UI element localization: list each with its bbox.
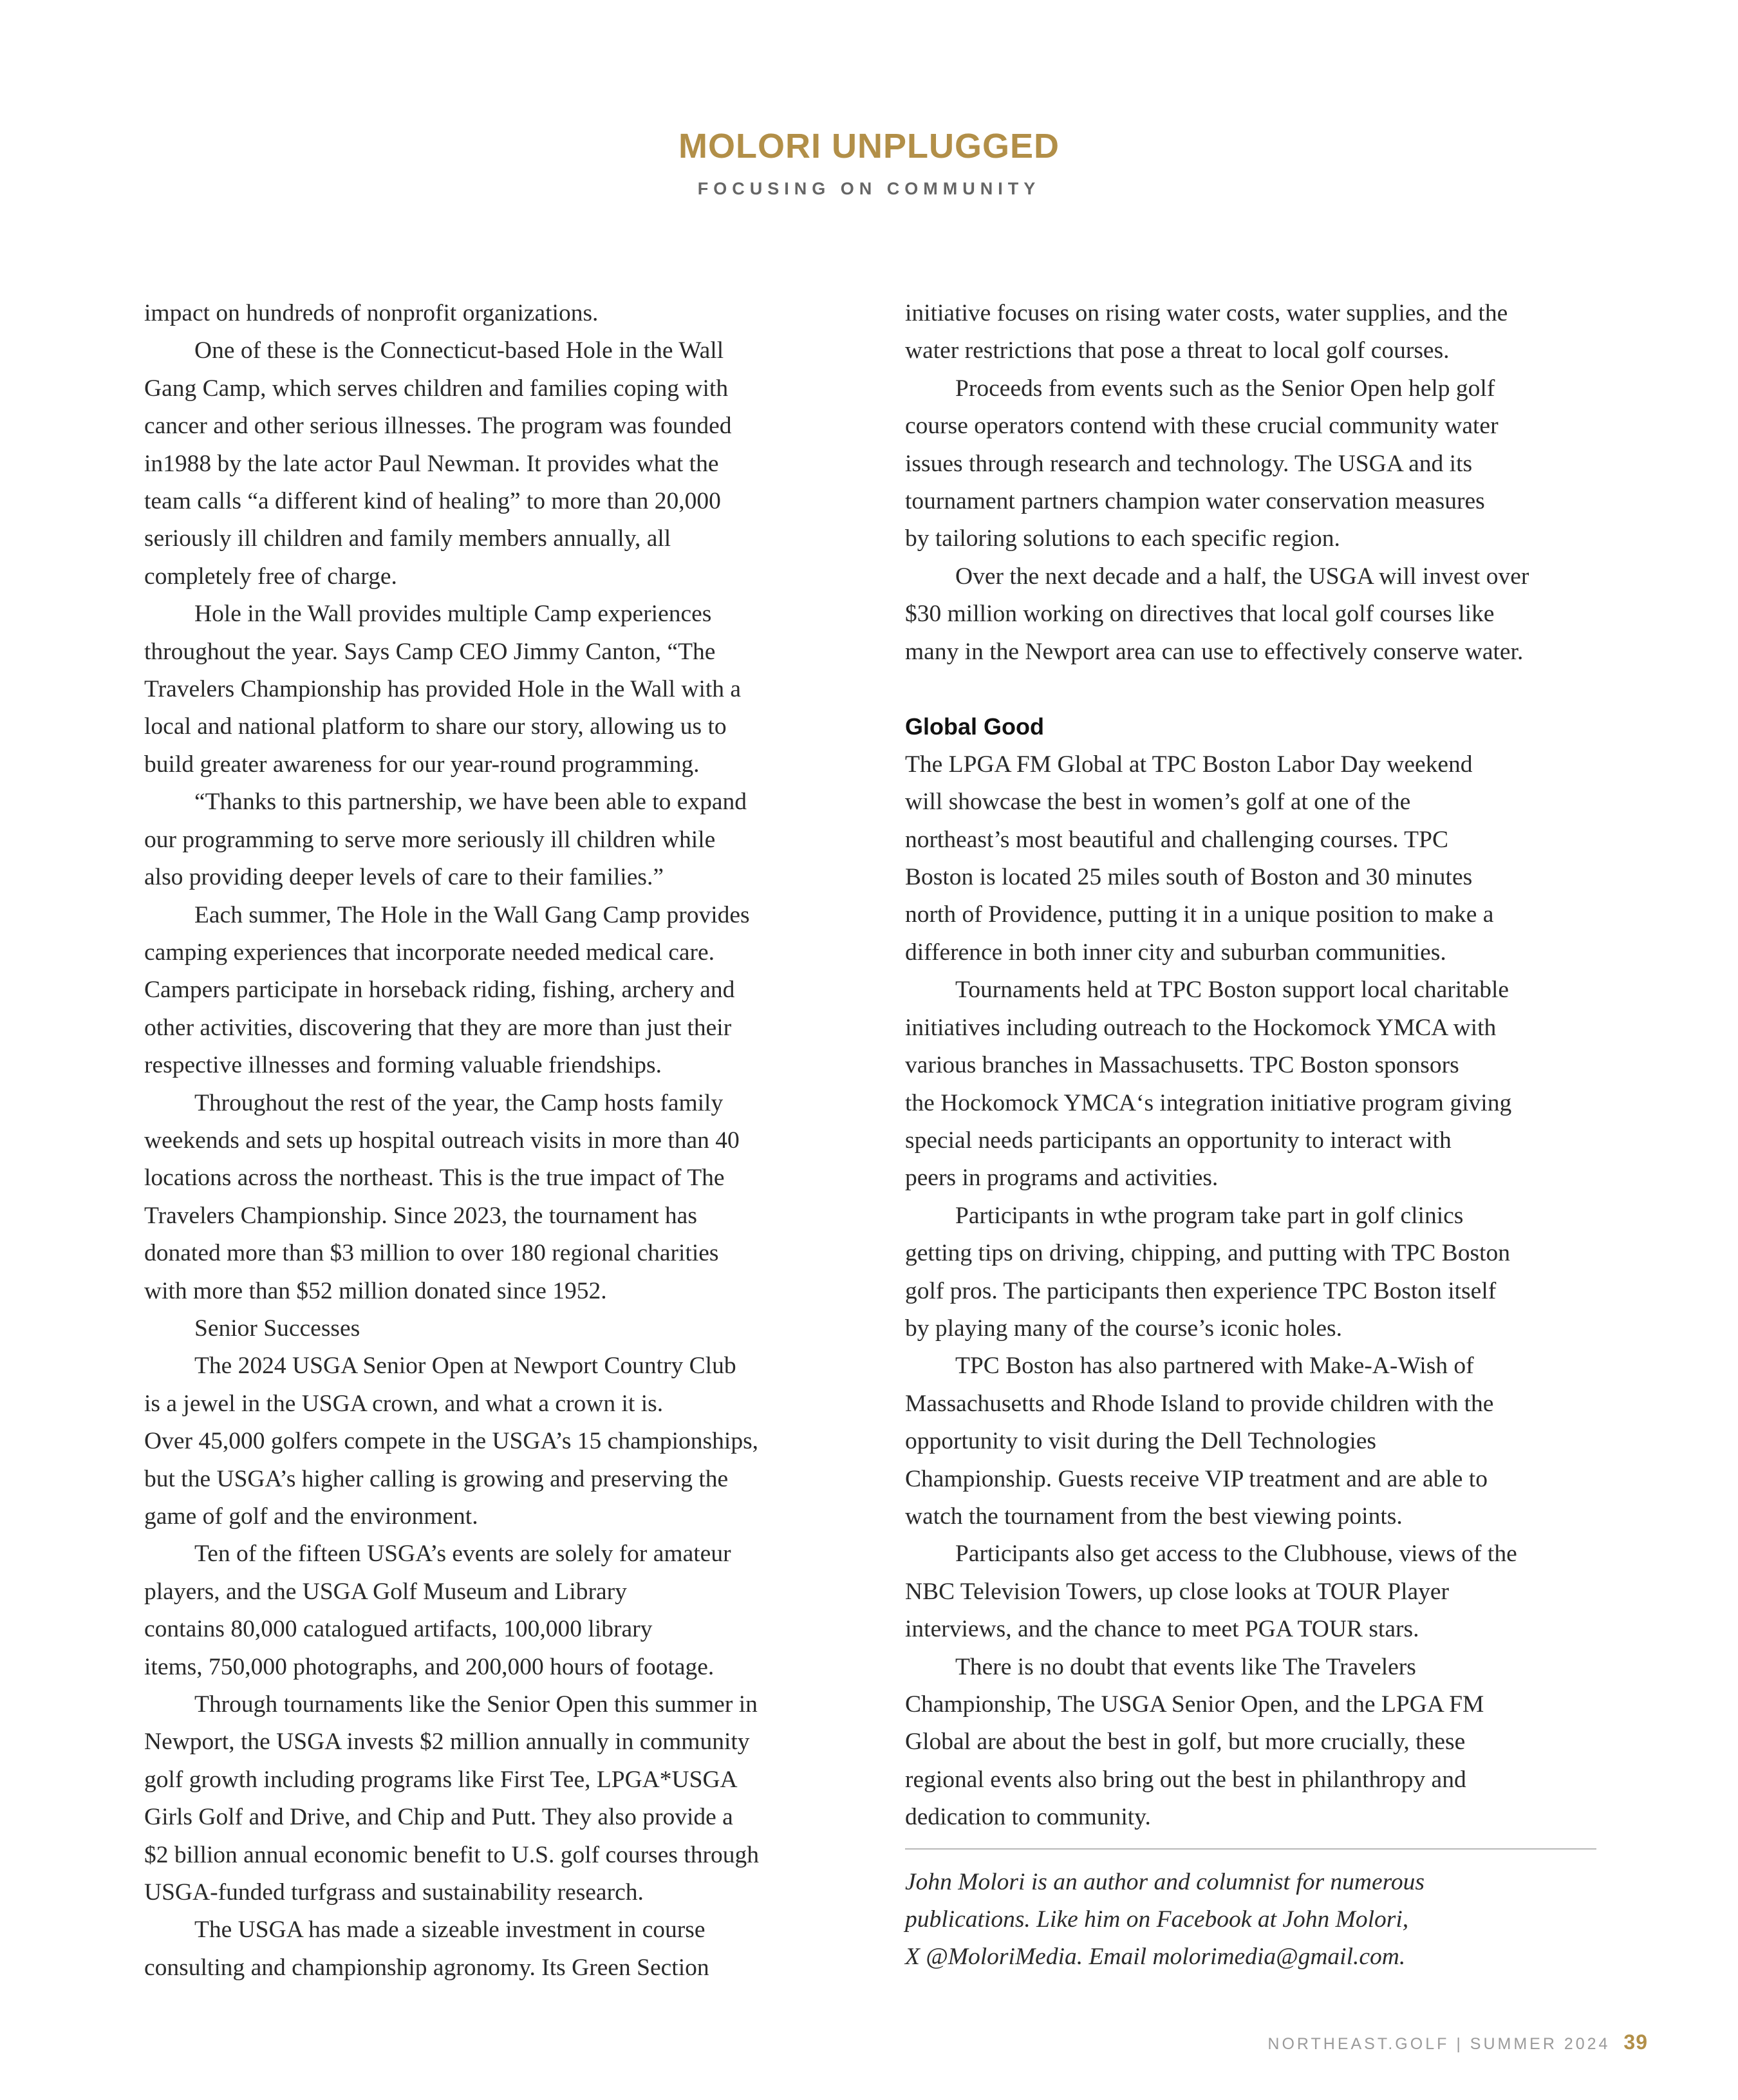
text-line: in1988 by the late actor Paul Newman. It provides what the [144,450,719,477]
text-line: NBC Television Towers, up close looks at TOUR Player [905,1578,1450,1605]
text-line: $2 billion annual economic benefit to U.S. golf courses through [144,1841,760,1868]
left-column [144,295,839,1987]
text-line: The USGA has made a sizeable investment in course [194,1917,705,1944]
footer-publication: NORTHEAST.GOLF [1267,2035,1450,2053]
text-line: throughout the year. Says Camp CEO Jimmy Canton, “The [144,638,716,665]
text-line: Proceeds from events such as the Senior Open help golf [955,375,1495,402]
section-subtitle: FOCUSING ON COMMUNITY [697,179,1041,198]
text-line: Global are about the best in golf, but more crucially, these [905,1729,1466,1756]
text-line: is a jewel in the USGA crown, and what a crown it is. [144,1390,664,1417]
text-line: The 2024 USGA Senior Open at Newport Country Club [194,1353,736,1380]
footer-issue: SUMMER 2024 [1470,2035,1611,2053]
text-line: our programming to serve more seriously ill children while [144,826,716,853]
text-line: Over the next decade and a half, the USGA will invest over [955,563,1529,590]
text-line: Campers participate in horseback riding, fishing, archery and [144,977,735,1004]
text-line: local and national platform to share our story, allowing us to [144,713,727,740]
text-line: The LPGA FM Global at TPC Boston Labor Day weekend [905,751,1473,778]
footer-separator: | [1456,2035,1463,2053]
text-line: also providing deeper levels of care to their families.” [144,864,664,891]
text-line: but the USGA’s higher calling is growing and preserving the [144,1465,729,1492]
text-line: Throughout the rest of the year, the Camp hosts family [194,1089,724,1116]
text-line: donated more than $3 million to over 180 regional charities [144,1240,719,1267]
text-line: Tournaments held at TPC Boston support local charitable [955,977,1509,1004]
text-line: Hole in the Wall provides multiple Camp experiences [194,601,712,628]
right-column-bottom [905,746,1600,1837]
text-line: respective illnesses and forming valuable friendships. [144,1052,662,1079]
text-line: by tailoring solutions to each specific region. [905,525,1340,552]
bio-line: John Molori is an author and columnist for numerous [905,1868,1425,1895]
text-line: Girls Golf and Drive, and Chip and Putt. They also provide a [144,1804,733,1831]
text-line: many in the Newport area can use to effectively conserve water. [905,638,1524,665]
text-line: One of these is the Connecticut-based Hole in the Wall [194,337,724,364]
text-line: Participants in wthe program take part in golf clinics [955,1202,1464,1229]
text-line: Participants also get access to the Clubhouse, views of the [955,1541,1517,1568]
text-line: contains 80,000 catalogued artifacts, 100,000 library [144,1616,653,1643]
text-line: course operators contend with these crucial community water [905,413,1499,440]
text-line: other activities, discovering that they are more than just their [144,1014,732,1041]
text-line: Senior Successes [194,1315,360,1342]
text-line: interviews, and the chance to meet PGA TOUR stars. [905,1616,1419,1643]
text-line: with more than $52 million donated since 1952. [144,1277,607,1304]
bio-line: X @MoloriMedia. Email molorimedia@gmail.com. [905,1944,1406,1971]
text-line: “Thanks to this partnership, we have been able to expand [194,789,747,816]
text-line: TPC Boston has also partnered with Make-A-Wish of [955,1353,1474,1380]
text-line: the Hockomock YMCA‘s integration initiative program giving [905,1089,1512,1116]
text-line: north of Providence, putting it in a unique position to make a [905,901,1494,928]
text-line: golf pros. The participants then experience TPC Boston itself [905,1277,1497,1304]
text-line: regional events also bring out the best in philanthropy and [905,1766,1466,1793]
text-line: seriously ill children and family members annually, all [144,525,671,552]
text-line: Newport, the USGA invests $2 million annually in community [144,1729,750,1756]
text-line: watch the tournament from the best viewing points. [905,1503,1403,1530]
page-footer [1267,2030,1648,2054]
text-line: Championship. Guests receive VIP treatment and are able to [905,1465,1488,1492]
text-line: USGA-funded turfgrass and sustainability research. [144,1879,644,1906]
text-line: issues through research and technology. The USGA and its [905,450,1473,477]
text-line: Travelers Championship. Since 2023, the tournament has [144,1202,697,1229]
text-line: dedication to community. [905,1804,1151,1831]
text-line: tournament partners champion water conservation measures [905,488,1485,515]
text-line: weekends and sets up hospital outreach visits in more than 40 [144,1127,740,1154]
text-line: Massachusetts and Rhode Island to provide children with the [905,1390,1494,1417]
text-line: northeast’s most beautiful and challenging courses. TPC [905,826,1448,853]
right-column-top [905,295,1600,671]
subheading-global-good: Global Good [905,713,1044,740]
text-line: golf growth including programs like First Tee, LPGA*USGA [144,1766,738,1793]
text-line: completely free of charge. [144,563,397,590]
text-line: difference in both inner city and suburban communities. [905,939,1446,966]
text-line: getting tips on driving, chipping, and putting with TPC Boston [905,1240,1510,1267]
author-bio [905,1864,1600,1976]
text-line: cancer and other serious illnesses. The program was founded [144,413,732,440]
text-line: team calls “a different kind of healing” to more than 20,000 [144,488,721,515]
text-line: Championship, The USGA Senior Open, and the LPGA FM [905,1691,1484,1718]
right-column [905,295,1600,1976]
section-title: MOLORI UNPLUGGED [678,127,1060,165]
text-line: water restrictions that pose a threat to local golf courses. [905,337,1450,364]
text-line: Each summer, The Hole in the Wall Gang Camp provides [194,901,750,928]
text-line: Over 45,000 golfers compete in the USGA’s 15 championships, [144,1428,759,1455]
text-line: There is no doubt that events like The Travelers [955,1653,1416,1680]
text-line: items, 750,000 photographs, and 200,000 hours of footage. [144,1653,715,1680]
text-line: camping experiences that incorporate needed medical care. [144,939,715,966]
text-line: Through tournaments like the Senior Open this summer in [194,1691,758,1718]
text-line: will showcase the best in women’s golf at one of the [905,789,1411,816]
page-number: 39 [1623,2030,1648,2054]
text-line: various branches in Massachusetts. TPC Boston sponsors [905,1052,1459,1079]
text-line: Ten of the fifteen USGA’s events are solely for amateur [194,1541,731,1568]
text-line: locations across the northeast. This is the true impact of The [144,1165,725,1192]
text-line: opportunity to visit during the Dell Technologies [905,1428,1377,1455]
left-column-body [144,295,839,1987]
text-line: initiative focuses on rising water costs, water supplies, and the [905,300,1508,326]
text-line: players, and the USGA Golf Museum and Library [144,1578,627,1605]
text-line: $30 million working on directives that local golf courses like [905,601,1495,628]
text-line: game of golf and the environment. [144,1503,478,1530]
bio-line: publications. Like him on Facebook at John Molori, [905,1906,1409,1933]
text-line: consulting and championship agronomy. Its Green Section [144,1954,709,1981]
text-line: by playing many of the course’s iconic holes. [905,1315,1343,1342]
text-line: build greater awareness for our year-round programming. [144,751,700,778]
text-line: impact on hundreds of nonprofit organizations. [144,300,599,326]
paragraph-spacer [905,671,1600,708]
text-line: initiatives including outreach to the Hockomock YMCA with [905,1014,1497,1041]
text-line: peers in programs and activities. [905,1165,1219,1192]
text-line: Boston is located 25 miles south of Boston and 30 minutes [905,864,1473,891]
text-line: Travelers Championship has provided Hole in the Wall with a [144,676,742,703]
bio-divider [905,1848,1596,1850]
text-line: Gang Camp, which serves children and families coping with [144,375,729,402]
text-line: special needs participants an opportunity to interact with [905,1127,1452,1154]
